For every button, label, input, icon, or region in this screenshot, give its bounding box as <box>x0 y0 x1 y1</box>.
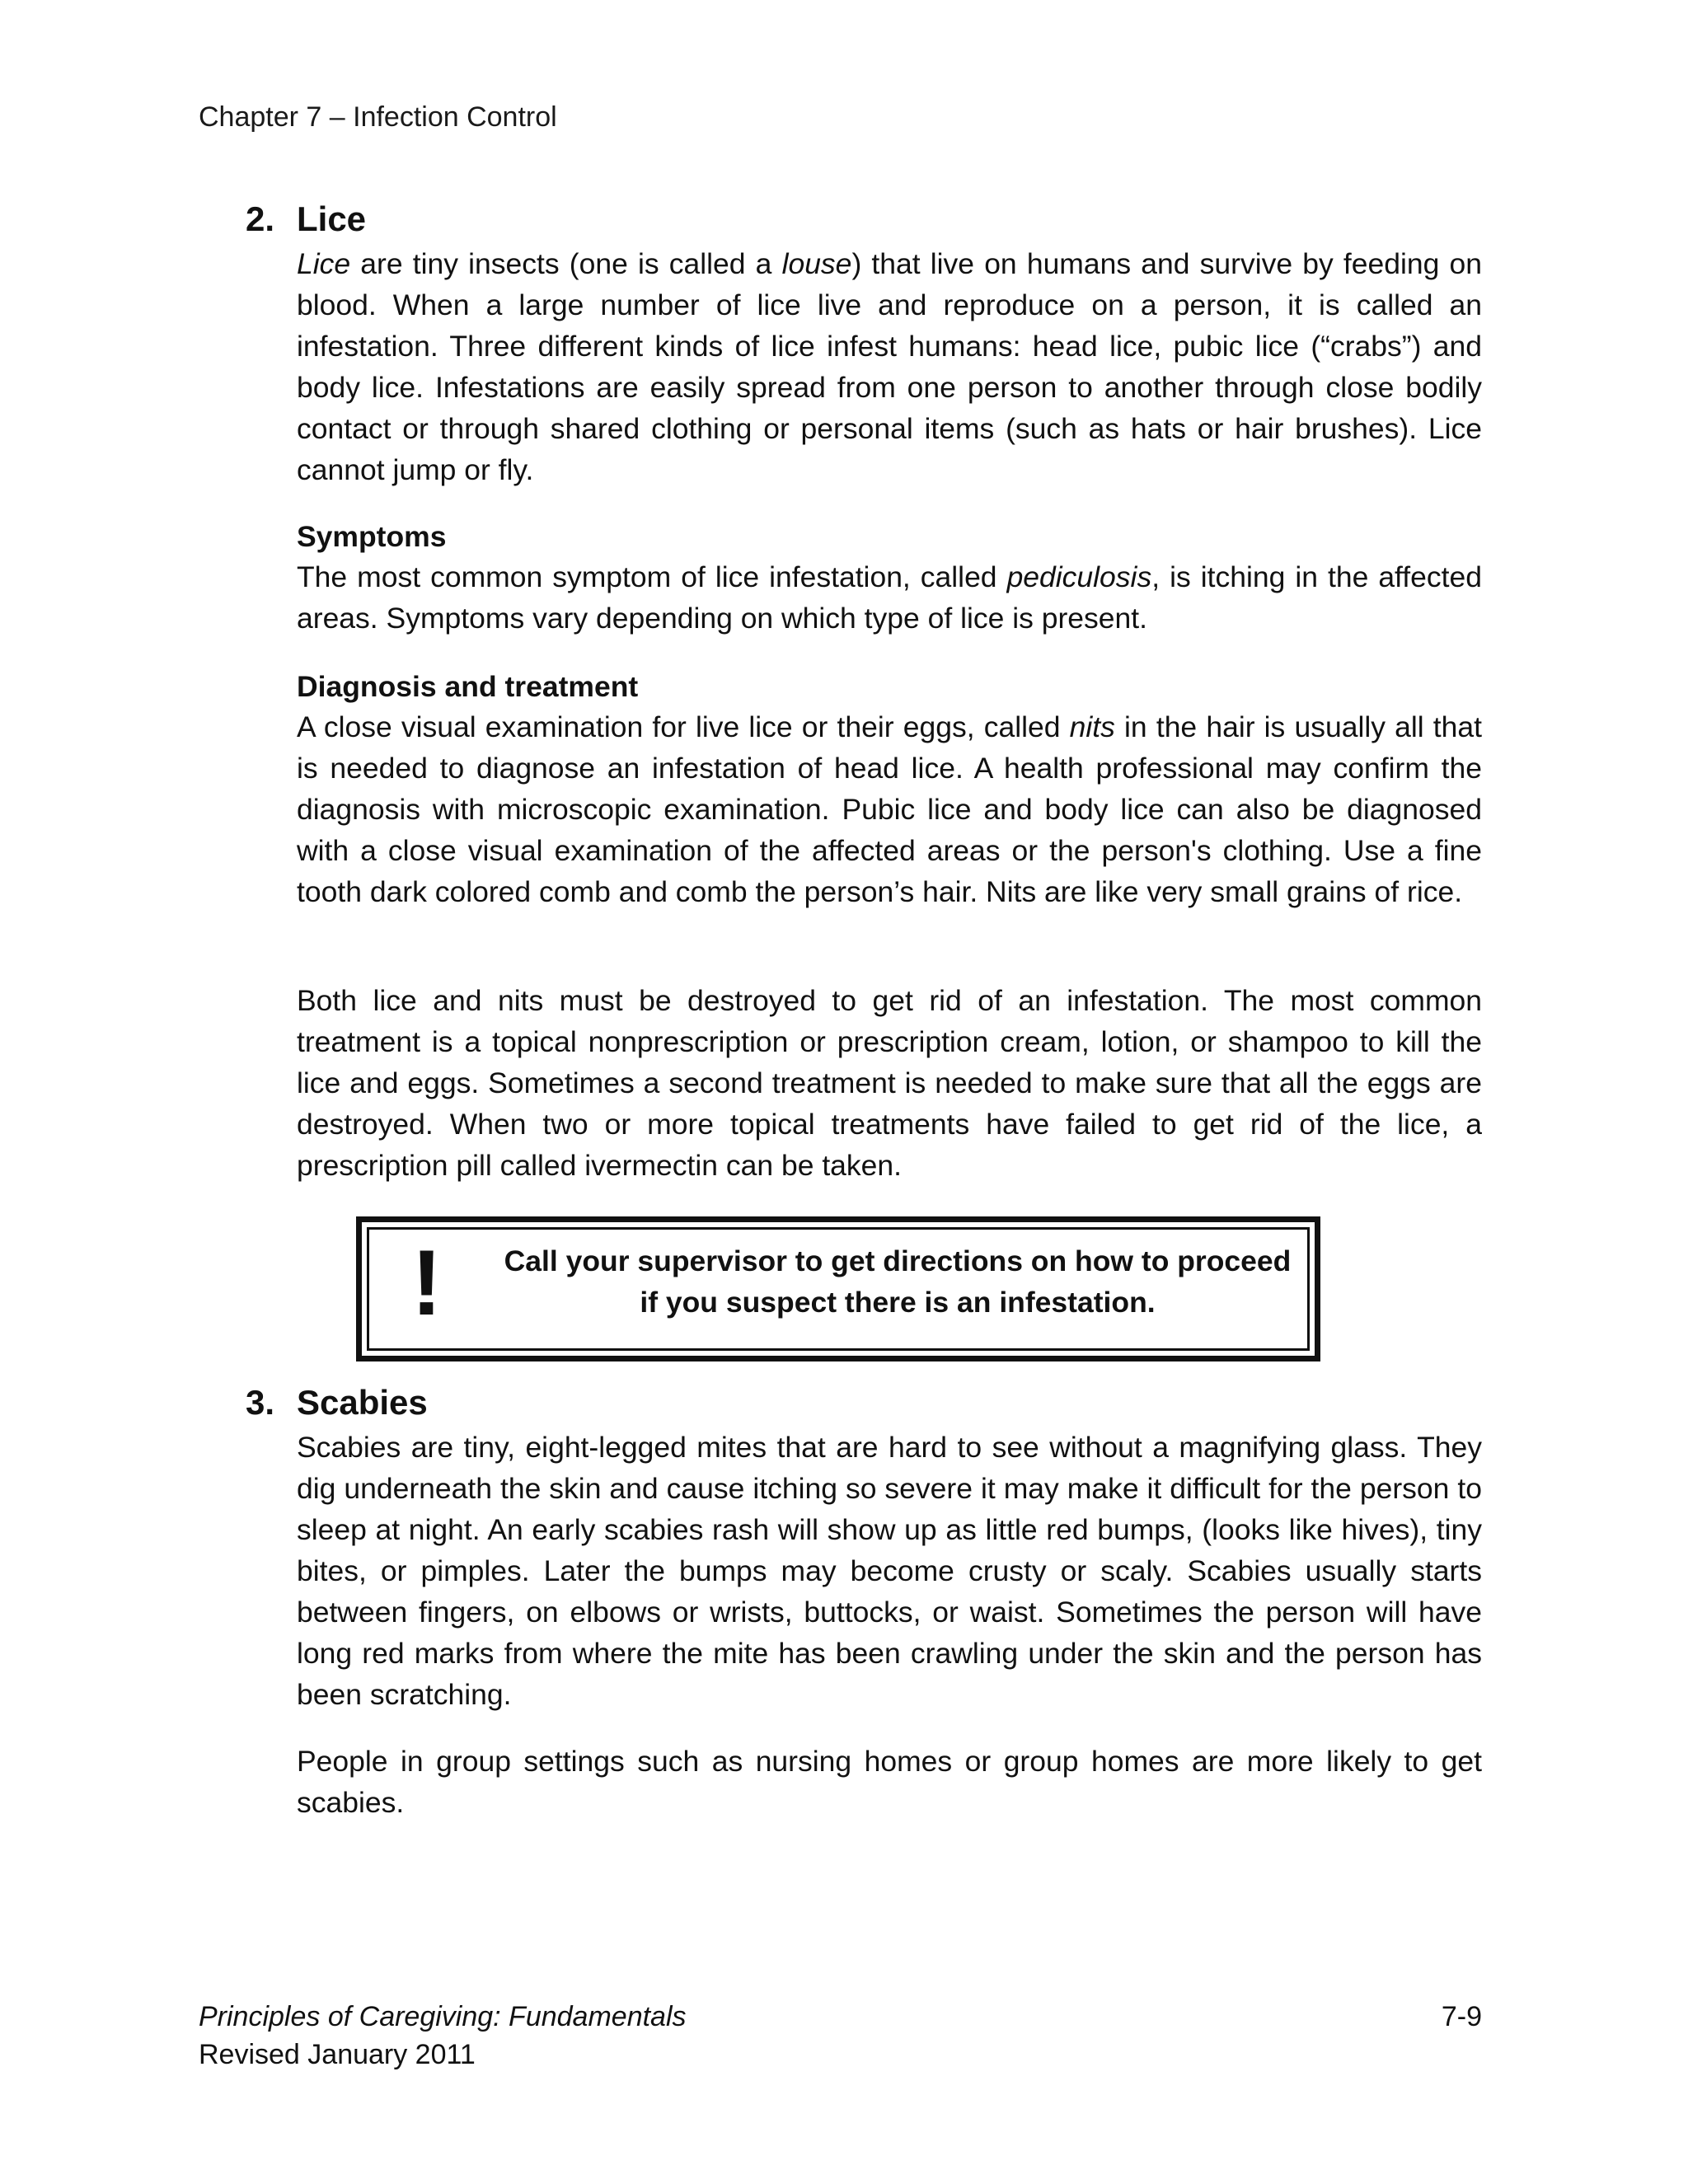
section-number: 3. <box>246 1383 275 1422</box>
symptoms-paragraph: The most common symptom of lice infestation, called pediculosis, is itching in the affected areas. Symptoms vary depending on which type of lice is present. <box>297 560 1482 635</box>
term-pediculosis: pediculosis <box>1006 560 1152 593</box>
symptoms-heading: Symptoms <box>297 520 447 553</box>
footer-revised: Revised January 2011 <box>199 2039 476 2070</box>
exclamation-icon: ! <box>411 1231 443 1334</box>
diagnosis-heading: Diagnosis and treatment <box>297 670 639 703</box>
term-nits: nits <box>1069 710 1115 743</box>
supervisor-callout-box <box>356 1216 1320 1361</box>
diagnosis-paragraph: A close visual examination for live lice or their eggs, called nits in the hair is usually all that is needed to diagnose an infestation of head lice. A health professional may confirm the diagnosis with microscopic examination. Pubic lice and body lice can also be diagnosed with a close visual examination of the affected areas or the person's clothing. Use a fine tooth dark colored comb and comb the person’s hair. Nits are like very small grains of rice. <box>297 710 1483 908</box>
term-lice: Lice <box>297 247 351 280</box>
treatment-paragraph: Both lice and nits must be destroyed to get rid of an infestation. The most common treatment is a topical nonprescription or prescription cream, lotion, or shampoo to kill the lice and eggs. Sometimes a second treatment is needed to make sure that all the eggs are destroyed. When two or more topical treatments have failed to get rid of the lice, a prescription pill called ivermectin can be taken. <box>297 984 1482 1182</box>
section-heading-lice <box>246 198 366 241</box>
section-number: 2. <box>246 199 275 238</box>
callout-text <box>502 1240 1293 1323</box>
scabies-paragraph-1: Scabies are tiny, eight-legged mites that are hard to see without a magnifying glass. They dig underneath the skin and cause itching so severe it may make it difficult for the person to sleep at night. An early scabies rash will show up as little red bumps, (looks like hives), tiny bites, or pimples. Later the bumps may become crusty or scaly. Scabies usually starts between fingers, on elbows or wrists, buttocks, or waist. Sometimes the person will have long red marks from where the mite has been crawling under the skin and the person has been scratching. <box>297 1431 1482 1711</box>
section-title: Lice <box>297 199 367 238</box>
section-title: Scabies <box>297 1383 428 1422</box>
page-number: 7-9 <box>1441 2001 1482 2032</box>
running-header: Chapter 7 – Infection Control <box>199 101 557 133</box>
footer-book-title: Principles of Caregiving: Fundamentals <box>199 2001 687 2032</box>
footer-left <box>199 1998 687 2074</box>
term-louse: louse <box>781 247 852 280</box>
callout-line-1: Call your supervisor to get directions on how to proceed <box>504 1244 1292 1277</box>
callout-line-2: if you suspect there is an infestation. <box>640 1286 1156 1319</box>
scabies-paragraph-2: People in group settings such as nursing homes or group homes are more likely to get scabies. <box>297 1745 1482 1819</box>
section-heading-scabies <box>246 1381 428 1424</box>
lice-intro-paragraph: Lice are tiny insects (one is called a louse) that live on humans and survive by feeding on blood. When a large number of lice live and reproduce on a person, it is called an infestation. Three different kinds of lice infest humans: head lice, pubic lice (“crabs”) and body lice. Infestations are easily spread from one person to another through close bodily contact or through shared clothing or personal items (such as hats or hair brushes). Lice cannot jump or fly. <box>297 247 1482 486</box>
